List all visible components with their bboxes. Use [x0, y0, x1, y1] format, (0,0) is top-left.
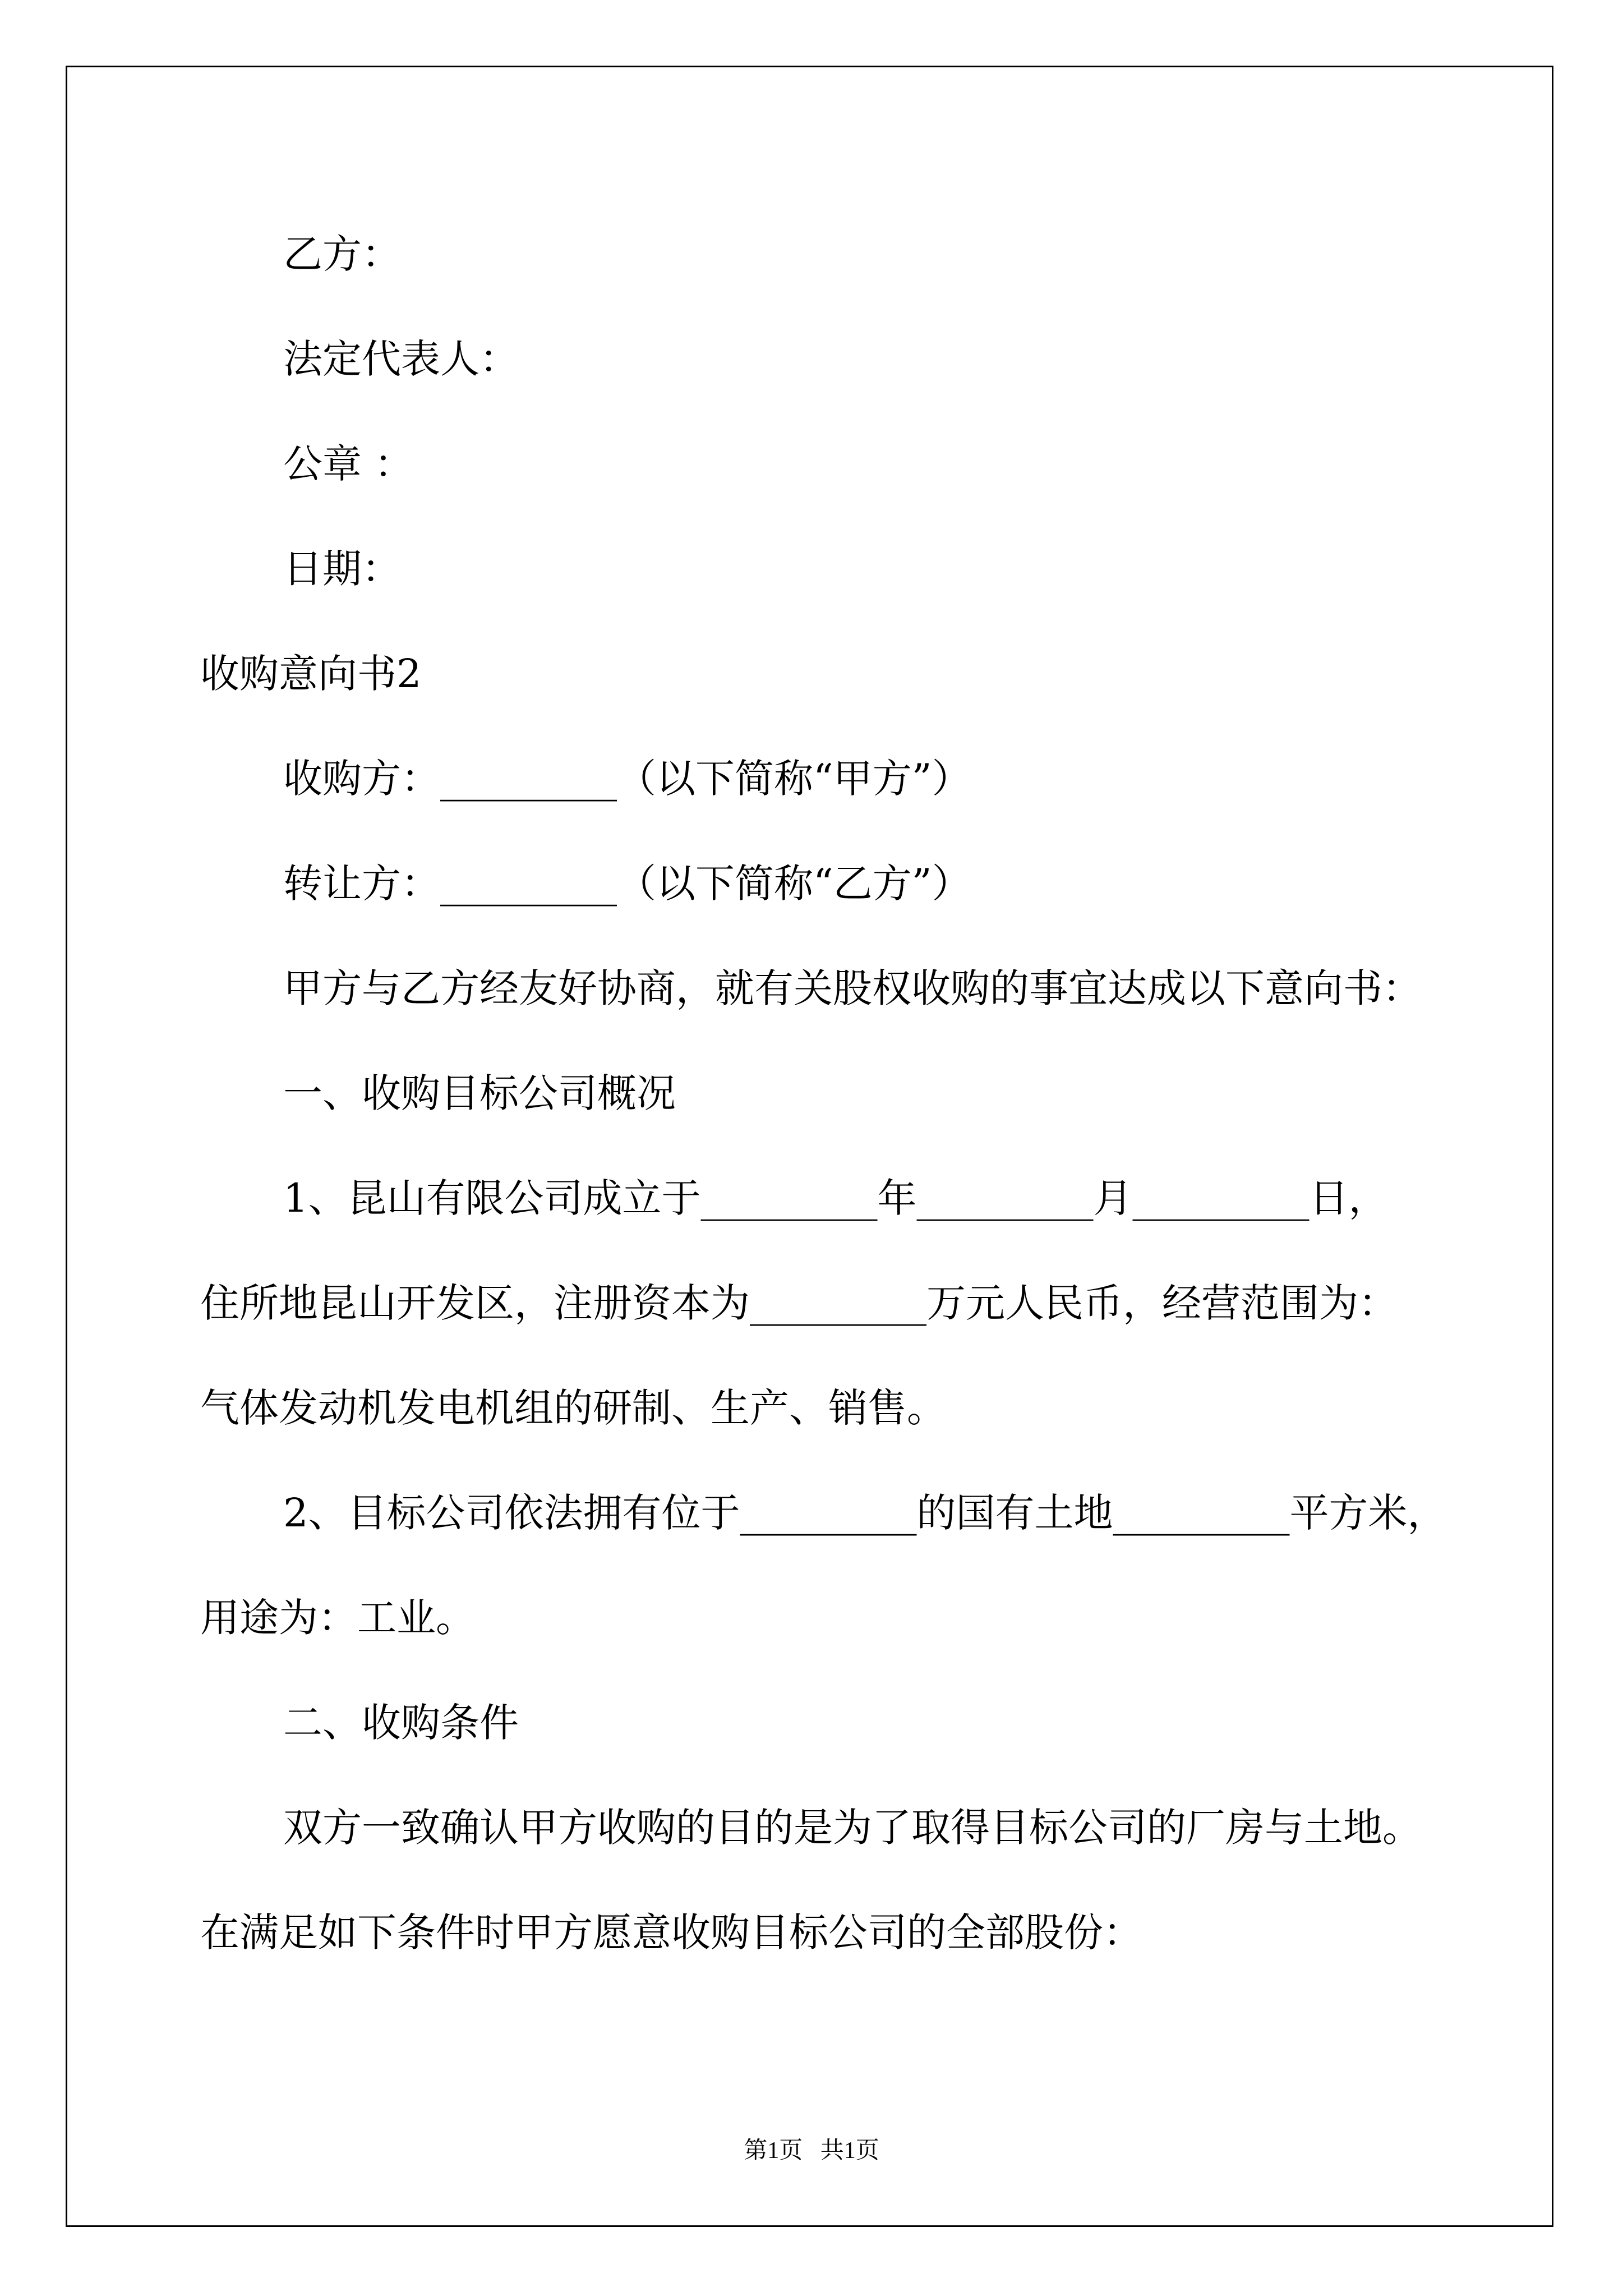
- legal-rep-label: 法定代表人：: [283, 336, 519, 382]
- conditions-line-1: 双方一致确认甲方收购的目的是为了取得目标公司的厂房与土地。: [283, 1805, 1422, 1851]
- conditions-line-2: 在满足如下条件时甲方愿意收购目标公司的全部股份：: [200, 1910, 1142, 1955]
- transferor-line: 转让方：_________（以下简称“乙方”）: [283, 861, 971, 907]
- section-heading-1: 一、收购目标公司概况: [283, 1070, 676, 1116]
- date-label: 日期：: [283, 546, 401, 592]
- section-heading-2: 二、收购条件: [283, 1700, 519, 1746]
- party-b-label: 乙方：: [283, 231, 401, 277]
- clause-1-line-1: 1、昆山有限公司成立于_________年_________月_________日，: [283, 1175, 1388, 1221]
- page-border: [66, 66, 1553, 2227]
- page-footer: 第1页 共1页: [744, 2138, 879, 2164]
- clause-1-line-3: 气体发动机发电机组的研制、生产、销售。: [200, 1385, 946, 1431]
- intro-paragraph: 甲方与乙方经友好协商，就有关股权收购的事宜达成以下意向书：: [283, 965, 1422, 1011]
- clause-1-line-2: 住所地昆山开发区，注册资本为_________万元人民币，经营范围为：: [200, 1280, 1398, 1326]
- clause-2-line-2: 用途为：工业。: [200, 1595, 475, 1641]
- document-title: 收购意向书2: [200, 651, 422, 697]
- clause-2-line-1: 2、目标公司依法拥有位于_________的国有土地_________平方米，: [283, 1490, 1447, 1536]
- seal-label: 公章 ：: [283, 441, 414, 487]
- acquirer-line: 收购方：_________（以下简称“甲方”）: [283, 756, 971, 802]
